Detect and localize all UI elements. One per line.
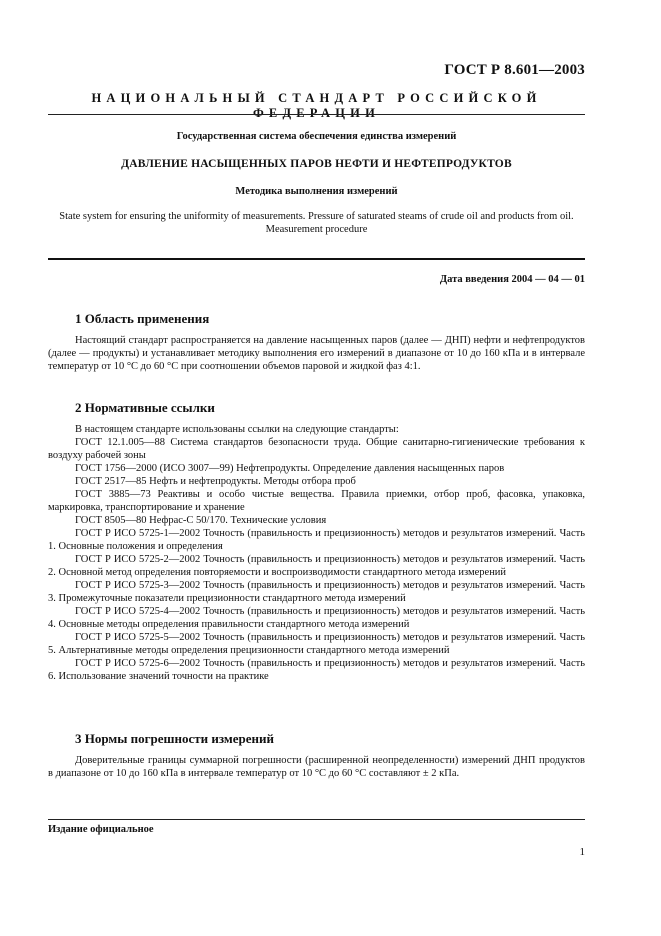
reference-item: ГОСТ 3885—73 Реактивы и особо чистые вещества. Правила приемки, отбор проб, фасовка, упаковка, маркировка, транспортирование и хранение bbox=[48, 489, 585, 513]
document-title: ДАВЛЕНИЕ НАСЫЩЕННЫХ ПАРОВ НЕФТИ И НЕФТЕПРОДУКТОВ bbox=[121, 158, 512, 170]
reference-item: ГОСТ 12.1.005—88 Система стандартов безопасности труда. Общие санитарно-гигиенические требования к воздуху рабочей зоны bbox=[48, 437, 585, 461]
reference-item: ГОСТ Р ИСО 5725-4—2002 Точность (правильность и прецизионность) методов и результатов измерений. Часть 4. Основные методы определения правильности стандартного метода измерений bbox=[48, 606, 585, 630]
reference-item: ГОСТ Р ИСО 5725-5—2002 Точность (правильность и прецизионность) методов и результатов измерений. Часть 5. Альтернативные методы определения прецизионности стандартного метода измерений bbox=[48, 632, 585, 656]
section-3-text: Доверительные границы суммарной погрешности (расширенной неопределенности) измерений ДНП продуктов в диапазоне от 10 до 160 кПа в интервале температур от 10 °С до 60 °С составляют ± 2 кПа. bbox=[48, 755, 585, 779]
reference-item: ГОСТ 8505—80 Нефрас-С 50/170. Технические условия bbox=[75, 515, 327, 526]
english-title: State system for ensuring the uniformity of measurements. Pressure of saturated steams of crude oil and products from oil. Measurement procedure bbox=[59, 211, 574, 235]
reference-item: ГОСТ Р ИСО 5725-2—2002 Точность (правильность и прецизионность) методов и результатов измерений. Часть 2. Основной метод определения повторяемости и воспроизводимости стандартного метода измерений bbox=[48, 554, 585, 578]
reference-item: ГОСТ Р ИСО 5725-3—2002 Точность (правильность и прецизионность) методов и результатов измерений. Часть 3. Промежуточные показатели прецизионности стандартного метода измерений bbox=[48, 580, 585, 604]
reference-item: ГОСТ Р ИСО 5725-6—2002 Точность (правильность и прецизионность) методов и результатов измерений. Часть 6. Использование значений точности на практике bbox=[48, 658, 585, 682]
section-2-heading: 2 Нормативные ссылки bbox=[75, 400, 215, 415]
section-3-heading: 3 Нормы погрешности измерений bbox=[75, 731, 275, 746]
section-2-intro: В настоящем стандарте использованы ссылки на следующие стандарты: bbox=[75, 424, 399, 435]
section-2-body bbox=[48, 423, 585, 683]
document-subtitle: Методика выполнения измерений bbox=[235, 186, 398, 197]
section-1-text: Настоящий стандарт распространяется на давление насыщенных паров (далее — ДНП) нефти и нефтепродуктов (далее — продукты) и устанавливает методику выполнения его измерений в диапазоне от 10 до 160 кПа и в интервале температур от 10 °С до 60 °С при соотношении объемов паровой и жидкой фаз 4:1. bbox=[48, 335, 585, 372]
edition-label: Издание официальное bbox=[48, 824, 154, 835]
section-1-heading: 1 Область применения bbox=[75, 311, 210, 326]
reference-item: ГОСТ Р ИСО 5725-1—2002 Точность (правильность и прецизионность) методов и результатов измерений. Часть 1. Основные положения и определения bbox=[48, 528, 585, 552]
system-title: Государственная система обеспечения единства измерений bbox=[176, 131, 457, 142]
section-1-body bbox=[48, 334, 585, 373]
standard-code: ГОСТ Р 8.601—2003 bbox=[444, 62, 585, 78]
title-divider bbox=[48, 258, 585, 260]
introduction-date: Дата введения 2004 — 04 — 01 bbox=[439, 274, 585, 285]
header-divider bbox=[48, 114, 585, 115]
page-number: 1 bbox=[579, 846, 585, 858]
reference-item: ГОСТ 2517—85 Нефть и нефтепродукты. Методы отбора проб bbox=[75, 476, 356, 487]
section-3-body bbox=[48, 754, 585, 780]
reference-item: ГОСТ 1756—2000 (ИСО 3007—99) Нефтепродукты. Определение давления насыщенных паров bbox=[75, 463, 505, 474]
national-standard-banner: НАЦИОНАЛЬНЫЙ СТАНДАРТ РОССИЙСКОЙ ФЕДЕРАЦИИ bbox=[91, 91, 542, 120]
footer-divider bbox=[48, 819, 585, 820]
